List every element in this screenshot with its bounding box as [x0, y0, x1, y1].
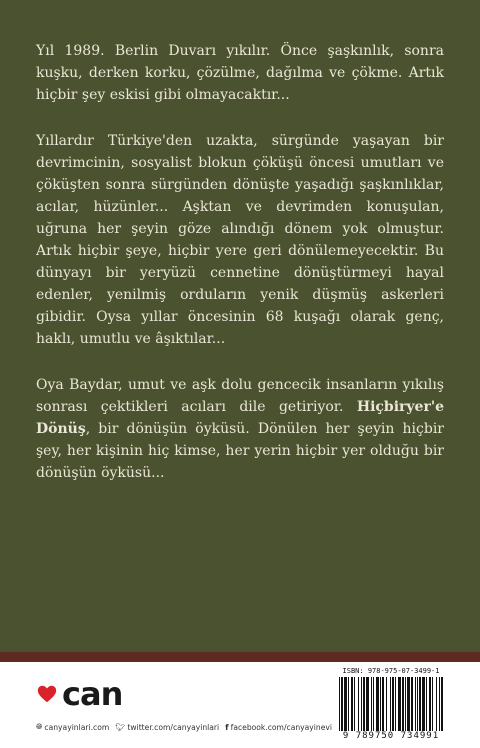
heart-icon: [36, 683, 58, 705]
blurb-text: [36, 40, 444, 508]
publisher-links: [36, 722, 332, 732]
facebook-icon: f: [225, 722, 229, 732]
facebook-text: facebook.com/canyayinevi: [230, 722, 332, 732]
barcode-area: [332, 667, 450, 743]
blurb-paragraph-1: Yıl 1989. Berlin Duvarı yıkılır. Önce şaşkınlık, sonra kuşku, derken korku, çözülme, dağılma ve çökme. Artık hiçbir şey eskisi gibi olmayacaktır...: [36, 43, 444, 103]
blurb-paragraph-2: Yıllardır Türkiye'den uzakta, sürgünde yaşayan bir devrimcinin, sosyalist blokun çöküşü öncesi umutları ve çöküşten sonra sürgünden dönüşte yaşadığı şaşkınlıklar, acılar, hüzünler... Aşktan ve devrimden konuşulan, uğruna her şeyin göze alındığı dönem yok olmuştur. Artık hiçbir şeye, hiçbir yere geri dönülemeyecektir. Bu dünyayı bir yeryüzü cennetine dönüştürmeyi hayal edenler, yenilmiş orduların yenik düşmüş askerleri gibidir. Oysa yıllar öncesinin 68 kuşağı olarak genç, haklı, umutlu ve âşıktılar...: [36, 133, 444, 347]
isbn-label: ISBN: 978-975-07-3499-1: [342, 667, 440, 675]
globe-icon: 🌐︎: [36, 722, 43, 731]
twitter-text: twitter.com/canyayinlari: [127, 722, 220, 732]
website-link[interactable]: [36, 722, 109, 732]
twitter-icon: 🐦︎: [115, 722, 126, 732]
color-band: [0, 652, 480, 662]
barcode-digits: 9 789750 734991: [342, 731, 440, 741]
website-text: canyayinlari.com: [44, 722, 110, 732]
blurb-paragraph-3-rest: , bir dönüşün öyküsü. Dönülen her şeyin hiçbir şey, her kişinin hiç kimse, her yerin hiçbir yer olduğu bir dönüşün öyküsü...: [36, 421, 444, 481]
logo-wordmark: can: [62, 675, 123, 713]
barcode-icon: [337, 677, 445, 731]
facebook-link[interactable]: [225, 722, 332, 732]
publisher-logo: [36, 674, 122, 714]
blurb-paragraph-3-intro: Oya Baydar, umut ve aşk dolu gencecik insanların yıkılış sonrası çektikleri acıları dile getiriyor.: [36, 377, 444, 415]
book-title: Hiçbiryer'e Dönüş: [36, 399, 445, 437]
blurb-paragraph-3: [36, 374, 444, 484]
twitter-link[interactable]: [115, 722, 219, 732]
